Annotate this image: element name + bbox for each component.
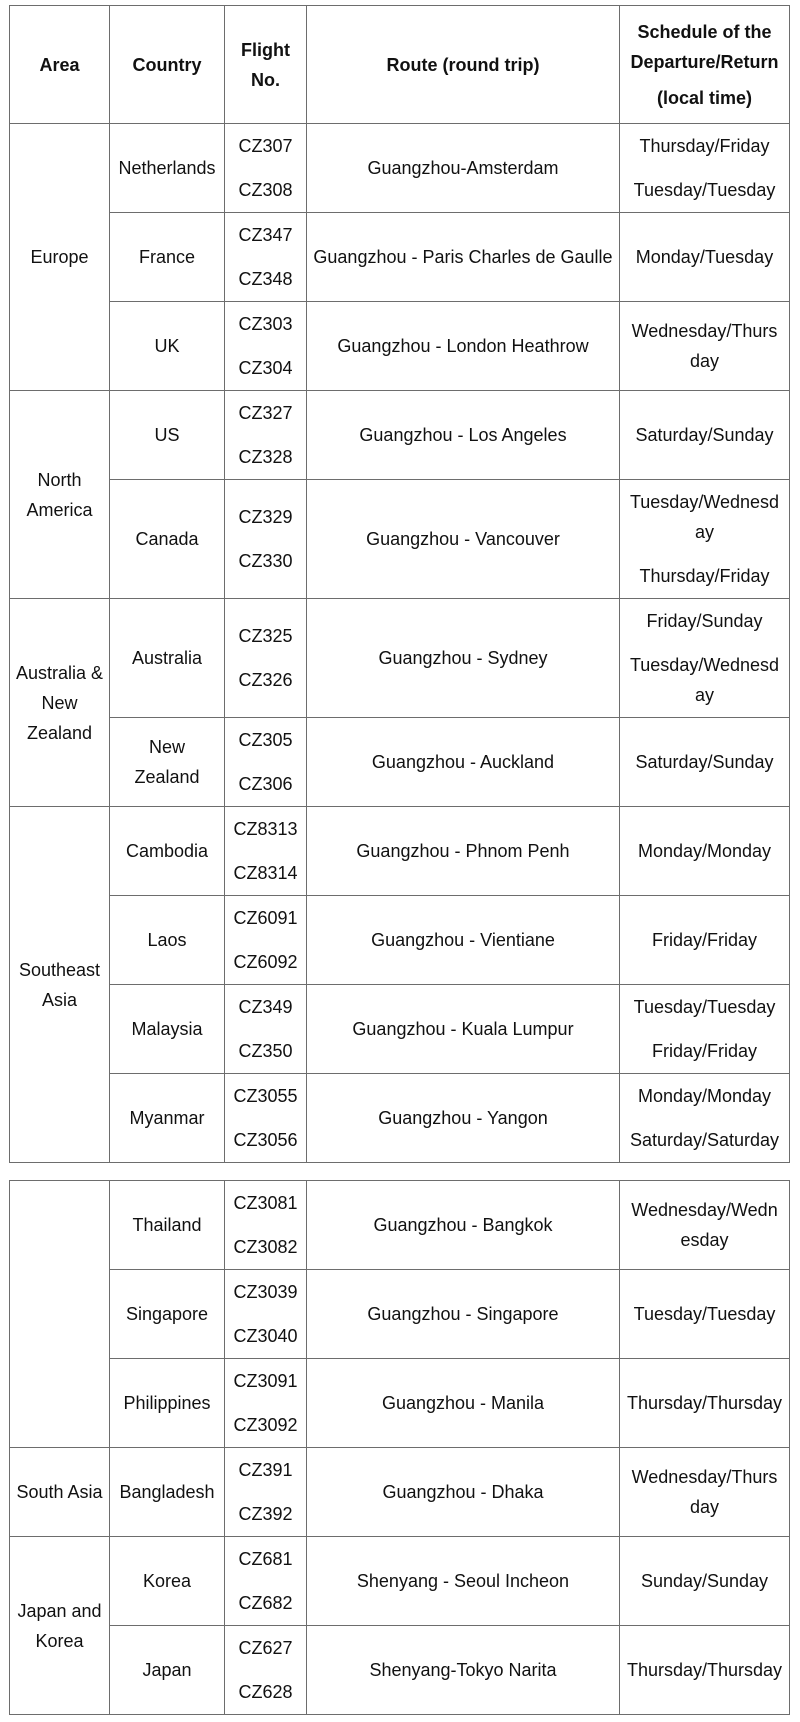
schedule-cell: Monday/Tuesday (620, 213, 790, 302)
country-cell: Philippines (110, 1359, 225, 1448)
flight-cell: CZ6091 CZ6092 (225, 896, 307, 985)
route-cell: Guangzhou - Manila (307, 1359, 620, 1448)
flight-cell: CZ327 CZ328 (225, 391, 307, 480)
area-cell: South Asia (10, 1448, 110, 1537)
schedule-cell: Monday/Monday (620, 807, 790, 896)
route-cell: Guangzhou - Sydney (307, 599, 620, 718)
flight-cell: CZ3039 CZ3040 (225, 1270, 307, 1359)
table-row (10, 480, 790, 599)
schedule-cell: Saturday/Sunday (620, 718, 790, 807)
route-cell: Shenyang - Seoul Incheon (307, 1537, 620, 1626)
flight-cell: CZ3091 CZ3092 (225, 1359, 307, 1448)
schedule-cell: Tuesday/Wednesd ay Thursday/Friday (620, 480, 790, 599)
route-cell: Guangzhou - Dhaka (307, 1448, 620, 1537)
route-cell: Guangzhou-Amsterdam (307, 124, 620, 213)
country-cell: Bangladesh (110, 1448, 225, 1537)
schedule-cell: Thursday/Friday Tuesday/Tuesday (620, 124, 790, 213)
header-flight-no: Flight No. (225, 6, 307, 124)
route-cell: Guangzhou - Yangon (307, 1074, 620, 1163)
table-row (10, 1074, 790, 1163)
schedule-cell: Monday/Monday Saturday/Saturday (620, 1074, 790, 1163)
schedule-cell: Wednesday/Thurs day (620, 302, 790, 391)
country-cell: US (110, 391, 225, 480)
area-cell-empty (10, 1181, 110, 1448)
route-cell: Guangzhou - London Heathrow (307, 302, 620, 391)
header-country: Country (110, 6, 225, 124)
route-cell: Guangzhou - Paris Charles de Gaulle (307, 213, 620, 302)
flight-schedule-table-part-1 (9, 5, 790, 1163)
table-row (10, 718, 790, 807)
country-cell: Cambodia (110, 807, 225, 896)
route-cell: Guangzhou - Vientiane (307, 896, 620, 985)
schedule-cell: Friday/Friday (620, 896, 790, 985)
flight-cell: CZ391 CZ392 (225, 1448, 307, 1537)
flight-cell: CZ329 CZ330 (225, 480, 307, 599)
schedule-cell: Tuesday/Tuesday Friday/Friday (620, 985, 790, 1074)
schedule-cell: Wednesday/Thurs day (620, 1448, 790, 1537)
table-row (10, 896, 790, 985)
flight-cell: CZ3081 CZ3082 (225, 1181, 307, 1270)
area-cell: Japan and Korea (10, 1537, 110, 1715)
table-row (10, 1270, 790, 1359)
route-cell: Guangzhou - Auckland (307, 718, 620, 807)
table-row (10, 1537, 790, 1626)
country-cell: Laos (110, 896, 225, 985)
schedule-cell: Tuesday/Tuesday (620, 1270, 790, 1359)
schedule-cell: Thursday/Thursday (620, 1626, 790, 1715)
route-cell: Guangzhou - Bangkok (307, 1181, 620, 1270)
flight-cell: CZ627 CZ628 (225, 1626, 307, 1715)
route-cell: Guangzhou - Vancouver (307, 480, 620, 599)
flight-schedule-table-part-2 (9, 1180, 790, 1715)
route-cell: Guangzhou - Los Angeles (307, 391, 620, 480)
table-row (10, 1626, 790, 1715)
table-row (10, 599, 790, 718)
header-schedule: Schedule of the Departure/Return (local time) (620, 6, 790, 124)
country-cell: Korea (110, 1537, 225, 1626)
flight-cell: CZ303 CZ304 (225, 302, 307, 391)
country-cell: New Zealand (110, 718, 225, 807)
schedule-cell: Sunday/Sunday (620, 1537, 790, 1626)
country-cell: Singapore (110, 1270, 225, 1359)
route-cell: Guangzhou - Kuala Lumpur (307, 985, 620, 1074)
schedule-cell: Wednesday/Wedn esday (620, 1181, 790, 1270)
flight-cell: CZ305 CZ306 (225, 718, 307, 807)
table-row (10, 302, 790, 391)
flight-cell: CZ349 CZ350 (225, 985, 307, 1074)
header-row (10, 6, 790, 124)
country-cell: Netherlands (110, 124, 225, 213)
country-cell: Japan (110, 1626, 225, 1715)
table-row (10, 807, 790, 896)
header-area: Area (10, 6, 110, 124)
country-cell: Thailand (110, 1181, 225, 1270)
area-cell: Southeast Asia (10, 807, 110, 1163)
country-cell: France (110, 213, 225, 302)
table-row (10, 1181, 790, 1270)
country-cell: Canada (110, 480, 225, 599)
area-cell: North America (10, 391, 110, 599)
table-row (10, 1359, 790, 1448)
route-cell: Shenyang-Tokyo Narita (307, 1626, 620, 1715)
table-row (10, 391, 790, 480)
table-row (10, 985, 790, 1074)
table-row (10, 124, 790, 213)
schedule-cell: Friday/Sunday Tuesday/Wednesd ay (620, 599, 790, 718)
flight-cell: CZ3055 CZ3056 (225, 1074, 307, 1163)
route-cell: Guangzhou - Phnom Penh (307, 807, 620, 896)
country-cell: Myanmar (110, 1074, 225, 1163)
country-cell: UK (110, 302, 225, 391)
area-cell: Australia & New Zealand (10, 599, 110, 807)
header-route: Route (round trip) (307, 6, 620, 124)
flight-cell: CZ307 CZ308 (225, 124, 307, 213)
country-cell: Australia (110, 599, 225, 718)
table-row (10, 1448, 790, 1537)
flight-cell: CZ325 CZ326 (225, 599, 307, 718)
flight-cell: CZ8313 CZ8314 (225, 807, 307, 896)
schedule-cell: Thursday/Thursday (620, 1359, 790, 1448)
schedule-cell: Saturday/Sunday (620, 391, 790, 480)
route-cell: Guangzhou - Singapore (307, 1270, 620, 1359)
table-row (10, 213, 790, 302)
flight-cell: CZ347 CZ348 (225, 213, 307, 302)
area-cell: Europe (10, 124, 110, 391)
flight-cell: CZ681 CZ682 (225, 1537, 307, 1626)
country-cell: Malaysia (110, 985, 225, 1074)
